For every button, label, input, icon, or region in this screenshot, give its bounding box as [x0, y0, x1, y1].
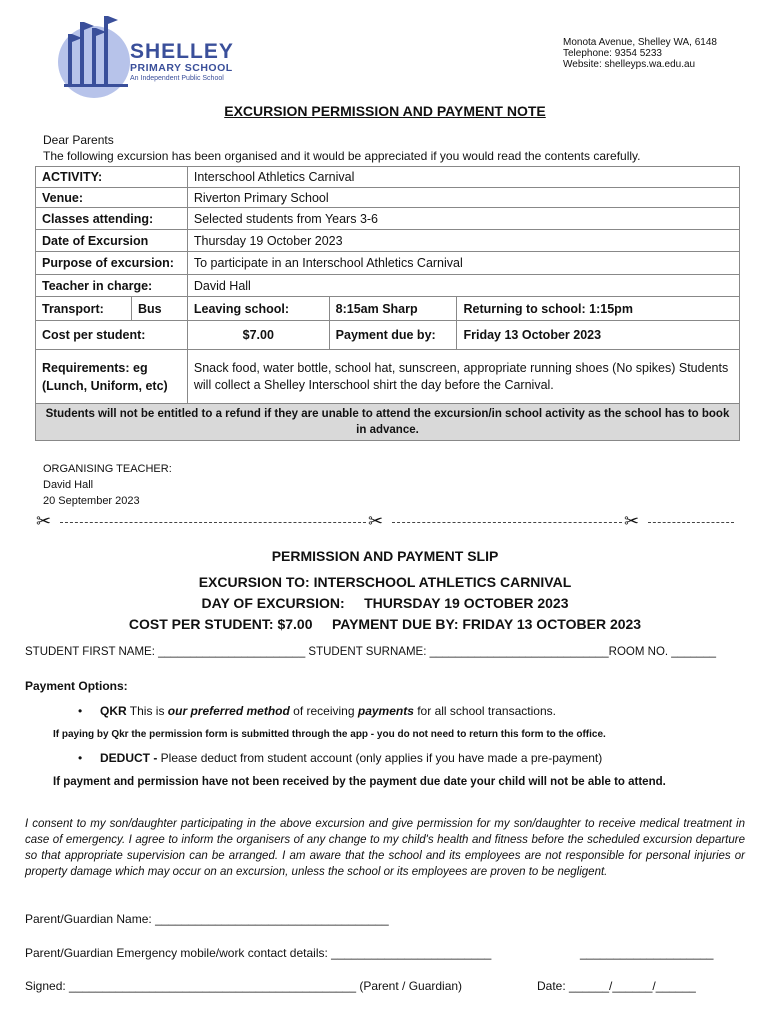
transport-label: Transport: — [36, 297, 132, 321]
student-details-line[interactable]: STUDENT FIRST NAME: _______________________ STUDENT SURNAME: ____________________________ROOM NO. _______ — [25, 646, 717, 658]
venue-label: Venue: — [36, 188, 188, 208]
leaving-value: 8:15am Sharp — [329, 297, 457, 321]
requirements-label-line2: (Lunch, Uniform, etc) — [42, 378, 168, 393]
qkr-emphasis-payments: payments — [357, 704, 414, 718]
deduct-name: DEDUCT - — [100, 751, 158, 765]
requirements-label — [36, 350, 188, 404]
teacher-label: Teacher in charge: — [36, 275, 188, 297]
cost-value: $7.00 — [187, 321, 329, 350]
qkr-text-3: for all school transactions. — [413, 704, 556, 718]
slip-cost: COST PER STUDENT: $7.00 PAYMENT DUE BY: FRIDAY 13 OCTOBER 2023 — [128, 616, 642, 632]
guardian-name-field[interactable]: Parent/Guardian Name: ___________________________________ — [25, 912, 389, 926]
date-label: Date of Excursion — [36, 230, 188, 252]
classes-label: Classes attending: — [36, 208, 188, 230]
purpose-label: Purpose of excursion: — [36, 252, 188, 275]
slip-title: PERMISSION AND PAYMENT SLIP — [271, 548, 499, 564]
emergency-contact-field-2[interactable]: ____________________ — [580, 946, 714, 960]
organiser-name: David Hall — [43, 479, 94, 491]
dash-segment — [60, 522, 366, 523]
date-field[interactable]: Date: ______/______/______ — [537, 979, 696, 993]
activity-value: Interschool Athletics Carnival — [187, 167, 739, 188]
qkr-text-1: This is — [126, 704, 168, 718]
dash-segment — [392, 522, 622, 523]
scissors-icon: ✂ — [368, 511, 384, 531]
purpose-value: To participate in an Interschool Athletics Carnival — [187, 252, 739, 275]
note-title: EXCURSION PERMISSION AND PAYMENT NOTE — [224, 103, 546, 119]
returning-value: Returning to school: 1:15pm — [457, 297, 740, 321]
date-value: Thursday 19 October 2023 — [187, 230, 739, 252]
qkr-text-2: of receiving — [289, 704, 358, 718]
leaving-label: Leaving school: — [187, 297, 329, 321]
payment-due-label: Payment due by: — [329, 321, 457, 350]
intro-text: The following excursion has been organised and it would be appreciated if you would read the contents carefully. — [43, 149, 641, 163]
requirements-label-line1: Requirements: eg — [42, 360, 148, 375]
organiser-date: 20 September 2023 — [43, 495, 140, 507]
scissors-icon: ✂ — [624, 511, 640, 531]
organiser-label: ORGANISING TEACHER: — [43, 463, 172, 475]
qkr-emphasis: our preferred method — [167, 704, 290, 718]
refund-notice: Students will not be entitled to a refund if they are unable to attend the excursion/in school activity as the school has to book in advance. — [36, 404, 740, 441]
deduct-text: Please deduct from student account (only applies if you have made a pre-payment) — [157, 751, 603, 765]
emergency-contact-field[interactable]: Parent/Guardian Emergency mobile/work contact details: ________________________ — [25, 946, 492, 960]
consent-text: I consent to my son/daughter participating in the above excursion and give permission for my son/daughter to receive medical treatment in case of emergency. I agree to inform the organisers of any change to my child's health and fitness before the scheduled excursion departure so that appropriate supervision can be arranged. I am aware that the school and its employees are not responsible for personal injuries or property damage which may occur on an excursion, unless the school or its employees are proven to be negligent. — [25, 818, 745, 878]
teacher-value: David Hall — [187, 275, 739, 297]
qkr-option — [100, 704, 556, 718]
slip-day: DAY OF EXCURSION: THURSDAY 19 OCTOBER 2023 — [201, 595, 569, 611]
cost-label: Cost per student: — [36, 321, 188, 350]
school-address-block — [563, 37, 717, 70]
venue-value: Riverton Primary School — [187, 188, 739, 208]
slip-excursion-to: EXCURSION TO: INTERSCHOOL ATHLETICS CARNIVAL — [198, 574, 572, 590]
activity-label: ACTIVITY: — [36, 167, 188, 188]
school-telephone: Telephone: 9354 5233 — [563, 48, 662, 59]
bullet-icon: • — [78, 751, 83, 765]
payment-due-value: Friday 13 October 2023 — [457, 321, 740, 350]
school-subtitle: PRIMARY SCHOOL — [130, 62, 233, 74]
greeting: Dear Parents — [43, 133, 114, 147]
dash-segment — [648, 522, 734, 523]
school-tagline: An Independent Public School — [130, 75, 224, 82]
classes-value: Selected students from Years 3-6 — [187, 208, 739, 230]
payment-options-label: Payment Options: — [25, 679, 128, 693]
deduct-option — [100, 751, 602, 765]
scissors-icon: ✂ — [36, 511, 52, 531]
school-address: Monota Avenue, Shelley WA, 6148 — [563, 37, 717, 48]
cut-line — [36, 511, 736, 531]
excursion-details-table — [35, 166, 740, 441]
school-name: SHELLEY — [130, 40, 234, 63]
qkr-name: QKR — [100, 704, 127, 718]
requirements-value: Snack food, water bottle, school hat, sunscreen, appropriate running shoes (No spikes) Students will collect a Shelley Interschool shirt the day before the Carnival. — [187, 350, 739, 404]
qkr-note: If paying by Qkr the permission form is submitted through the app - you do not need to return this form to the office. — [53, 729, 606, 740]
bullet-icon: • — [78, 704, 83, 718]
organiser-block — [43, 461, 172, 509]
attendance-warning: If payment and permission have not been received by the payment due date your child will not be able to attend. — [53, 776, 666, 788]
signature-field[interactable]: Signed: ___________________________________________ (Parent / Guardian) — [25, 979, 463, 993]
school-website: Website: shelleyps.wa.edu.au — [563, 59, 696, 70]
transport-value: Bus — [131, 297, 187, 321]
